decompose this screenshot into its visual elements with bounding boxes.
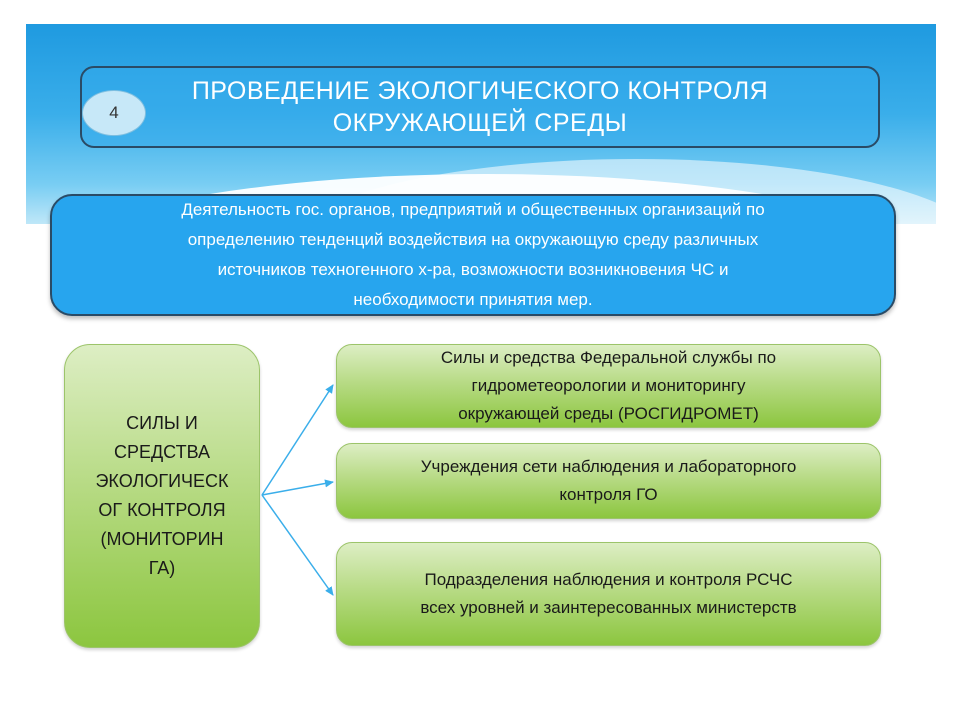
branch-line: всех уровней и заинтересованных министерств bbox=[420, 598, 797, 617]
branch-line: окружающей среды (РОСГИДРОМЕТ) bbox=[458, 404, 759, 423]
monitoring-forces-line-5: (МОНИТОРИН bbox=[100, 529, 224, 549]
branch-line: Подразделения наблюдения и контроля РСЧС bbox=[424, 570, 793, 589]
monitoring-forces-line-1: СИЛЫ И bbox=[126, 413, 198, 433]
definition-line-2: определению тенденций воздействия на окружающую среду различных bbox=[187, 230, 759, 249]
arrow-to-civil-defense-network bbox=[262, 482, 333, 495]
monitoring-forces-line-3: ЭКОЛОГИЧЕСК bbox=[95, 471, 229, 491]
definition-line-3: источников техногенного х-ра, возможности возникновения ЧС и bbox=[217, 260, 729, 279]
slide-title bbox=[160, 75, 800, 139]
definition-text bbox=[181, 195, 764, 315]
definition-line-4: необходимости принятия мер. bbox=[353, 290, 593, 309]
title-box bbox=[80, 66, 880, 148]
monitoring-forces-text bbox=[95, 409, 228, 583]
branch-line: Силы и средства Федеральной службы по bbox=[440, 348, 777, 367]
monitoring-forces-line-2: СРЕДСТВА bbox=[113, 442, 210, 462]
branch-box-rschs-units bbox=[336, 542, 881, 646]
branch-line: гидрометеорологии и мониторингу bbox=[471, 376, 746, 395]
branch-text-rschs-units bbox=[420, 566, 796, 622]
monitoring-forces-box bbox=[64, 344, 260, 648]
slide-title-line-1: ПРОВЕДЕНИЕ ЭКОЛОГИЧЕСКОГО КОНТРОЛЯ bbox=[191, 77, 769, 105]
branch-text-roshydromet bbox=[441, 344, 776, 428]
monitoring-forces-line-6: ГА) bbox=[148, 558, 176, 578]
branch-box-roshydromet bbox=[336, 344, 881, 428]
definition-line-1: Деятельность гос. органов, предприятий и общественных организаций по bbox=[181, 200, 765, 219]
branch-line: контроля ГО bbox=[559, 485, 658, 504]
branch-text-civil-defense-network bbox=[421, 453, 797, 509]
definition-box bbox=[50, 194, 896, 316]
branch-box-civil-defense-network bbox=[336, 443, 881, 519]
monitoring-forces-line-4: ОГ КОНТРОЛЯ bbox=[98, 500, 226, 520]
branch-line: Учреждения сети наблюдения и лабораторного bbox=[420, 457, 797, 476]
arrow-to-roshydromet bbox=[262, 385, 333, 495]
arrow-to-rschs-units bbox=[262, 495, 333, 595]
slide-number-badge: 4 bbox=[82, 90, 146, 136]
slide-title-line-2: ОКРУЖАЮЩЕЙ СРЕДЫ bbox=[332, 109, 628, 137]
